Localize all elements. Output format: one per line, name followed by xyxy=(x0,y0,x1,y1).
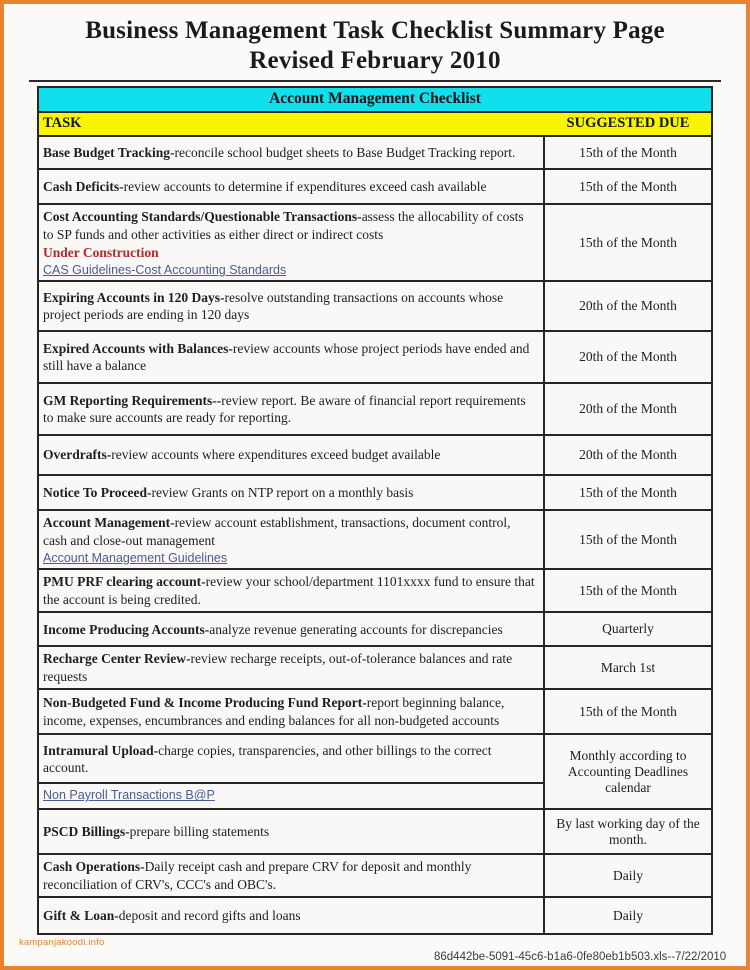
table-row xyxy=(39,613,711,647)
task-cell xyxy=(39,282,545,330)
task-detail: charge copies, transparencies, and other billings to the correct account. xyxy=(43,742,492,776)
task-description xyxy=(43,823,537,841)
page-title-line2: Revised February 2010 xyxy=(249,47,501,74)
table-row xyxy=(39,436,711,476)
table-row xyxy=(39,384,711,436)
task-cell xyxy=(39,810,545,853)
table-row xyxy=(39,476,711,511)
task-link-subrow xyxy=(43,784,537,805)
due-cell: Quarterly xyxy=(602,621,654,637)
table-row xyxy=(39,690,711,735)
table-row xyxy=(39,647,711,690)
table-row xyxy=(39,810,711,855)
table-row xyxy=(39,332,711,384)
task-title: Base Budget Tracking- xyxy=(43,144,175,160)
task-description xyxy=(43,178,537,196)
page-title xyxy=(37,16,713,76)
page-content xyxy=(4,4,746,935)
due-cell: 15th of the Month xyxy=(579,703,677,719)
document-filename: 86d442be-5091-45c6-b1a6-0fe80eb1b503.xls--7/22/2010 xyxy=(434,951,727,963)
task-cell xyxy=(39,205,545,280)
watermark-text: kampanjakoodi.info xyxy=(19,937,105,948)
task-description xyxy=(43,446,537,464)
account-management-checklist-table xyxy=(37,86,713,935)
table-row xyxy=(39,282,711,332)
task-title: Gift & Loan- xyxy=(43,908,119,924)
task-detail: Daily receipt cash and prepare CRV for deposit and monthly reconciliation of CRV's, CCC's and OBC's. xyxy=(43,859,472,892)
task-description xyxy=(43,573,537,608)
task-detail: report beginning balance, income, expenses, encumbrances and ending balances for all non-budgeted accounts xyxy=(43,695,505,728)
task-cell xyxy=(39,511,545,568)
table-row xyxy=(39,170,711,205)
due-cell: Monthly according to Accounting Deadlines calendar xyxy=(567,747,689,795)
task-detail: assess the allocability of costs to SP funds and other activities as either direct or indirect costs xyxy=(43,209,524,242)
column-header-task: TASK xyxy=(43,115,82,131)
task-description xyxy=(43,621,537,639)
due-cell: 20th of the Month xyxy=(579,298,677,314)
task-description xyxy=(43,907,537,925)
task-detail: review Grants on NTP report on a monthly basis xyxy=(151,484,414,500)
task-description xyxy=(43,340,537,375)
task-title: Non-Budgeted Fund & Income Producing Fund Report- xyxy=(43,695,367,711)
task-description xyxy=(43,650,537,685)
task-title: Expiring Accounts in 120 Days- xyxy=(43,289,225,305)
page-title-line1: Business Management Task Checklist Summary Page xyxy=(85,17,665,44)
task-detail: review account establishment, transactions, document control, cash and close-out management xyxy=(43,515,511,548)
task-cell xyxy=(39,384,545,434)
task-description xyxy=(43,289,537,324)
table-row xyxy=(39,205,711,282)
column-header-due: SUGGESTED DUE xyxy=(566,115,690,131)
task-title: Notice To Proceed- xyxy=(43,484,152,500)
task-description xyxy=(43,144,537,162)
task-description xyxy=(43,514,537,549)
task-cell xyxy=(39,476,545,509)
task-title: Cash Operations- xyxy=(43,859,145,875)
table-row xyxy=(39,855,711,898)
table-row xyxy=(39,137,711,170)
table-row xyxy=(39,511,711,570)
table-row xyxy=(39,898,711,933)
section-header: Account Management Checklist xyxy=(39,88,711,113)
under-construction-note: Under Construction xyxy=(43,245,159,261)
task-description xyxy=(43,208,537,243)
task-title: Expired Accounts with Balances- xyxy=(43,340,233,356)
task-cell xyxy=(39,898,545,933)
due-cell: 15th of the Month xyxy=(579,484,677,500)
task-description xyxy=(43,858,537,893)
task-detail: deposit and record gifts and loans xyxy=(118,908,301,924)
task-title: Account Management- xyxy=(43,515,175,531)
task-title: Cash Deficits- xyxy=(43,178,124,194)
task-title: PMU PRF clearing account- xyxy=(43,574,206,590)
task-cell xyxy=(39,137,545,168)
due-cell: By last working day of the month. xyxy=(556,815,700,847)
task-title: Income Producing Accounts- xyxy=(43,621,210,637)
column-header-row xyxy=(39,113,711,137)
task-description xyxy=(43,742,537,777)
non-payroll-transactions-link[interactable]: Non Payroll Transactions B@P xyxy=(43,788,215,803)
task-title: Intramural Upload- xyxy=(43,742,159,758)
account-management-guidelines-link[interactable]: Account Management Guidelines xyxy=(43,551,228,566)
task-detail: prepare billing statements xyxy=(129,824,270,840)
table-row xyxy=(39,570,711,613)
task-title: Cost Accounting Standards/Questionable Transactions- xyxy=(43,209,362,224)
due-cell: Daily xyxy=(613,867,643,883)
table-row xyxy=(39,735,711,810)
task-cell xyxy=(39,613,545,645)
due-cell: 15th of the Month xyxy=(579,178,677,194)
task-detail: analyze revenue generating accounts for discrepancies xyxy=(209,621,503,637)
task-cell xyxy=(39,690,545,733)
cas-guidelines-link[interactable]: CAS Guidelines-Cost Accounting Standards xyxy=(43,263,287,278)
task-title: Overdrafts- xyxy=(43,447,112,463)
task-cell xyxy=(39,170,545,203)
due-cell: 15th of the Month xyxy=(579,582,677,598)
task-description-subrow xyxy=(39,738,543,784)
due-cell: Daily xyxy=(613,907,643,923)
task-description xyxy=(43,694,537,729)
title-divider xyxy=(29,80,721,82)
task-detail: reconcile school budget sheets to Base Budget Tracking report. xyxy=(174,144,516,160)
task-cell xyxy=(39,436,545,474)
task-description xyxy=(43,484,537,502)
due-cell: 15th of the Month xyxy=(579,234,677,250)
due-cell: 20th of the Month xyxy=(579,349,677,365)
task-detail: review accounts where expenditures exceed budget available xyxy=(111,447,441,463)
task-detail: review accounts to determine if expenditures exceed cash available xyxy=(123,178,487,194)
task-detail: review recharge receipts, out-of-tolerance balances and rate requests xyxy=(43,651,513,684)
task-title: Recharge Center Review- xyxy=(43,651,191,667)
due-cell: 20th of the Month xyxy=(579,447,677,463)
task-detail: review report. Be aware of financial report requirements to make sure accounts are ready for reporting. xyxy=(43,392,526,426)
task-cell xyxy=(39,570,545,611)
due-cell: 15th of the Month xyxy=(579,144,677,160)
task-description xyxy=(43,392,537,427)
task-title: PSCD Billings- xyxy=(43,824,130,840)
due-cell: 20th of the Month xyxy=(579,401,677,417)
task-cell xyxy=(39,855,545,896)
task-detail: resolve outstanding transactions on accounts whose project periods are ending in 120 days xyxy=(43,289,504,323)
task-cell xyxy=(39,332,545,382)
task-detail: review accounts whose project periods have ended and still have a balance xyxy=(43,340,530,374)
due-cell: 15th of the Month xyxy=(579,531,677,547)
task-detail: review your school/department 1101xxxx fund to ensure that the account is being credited. xyxy=(43,574,535,607)
task-cell xyxy=(39,735,545,808)
task-cell xyxy=(39,647,545,688)
due-cell: March 1st xyxy=(600,659,656,675)
task-title: GM Reporting Requirements-- xyxy=(43,392,222,408)
